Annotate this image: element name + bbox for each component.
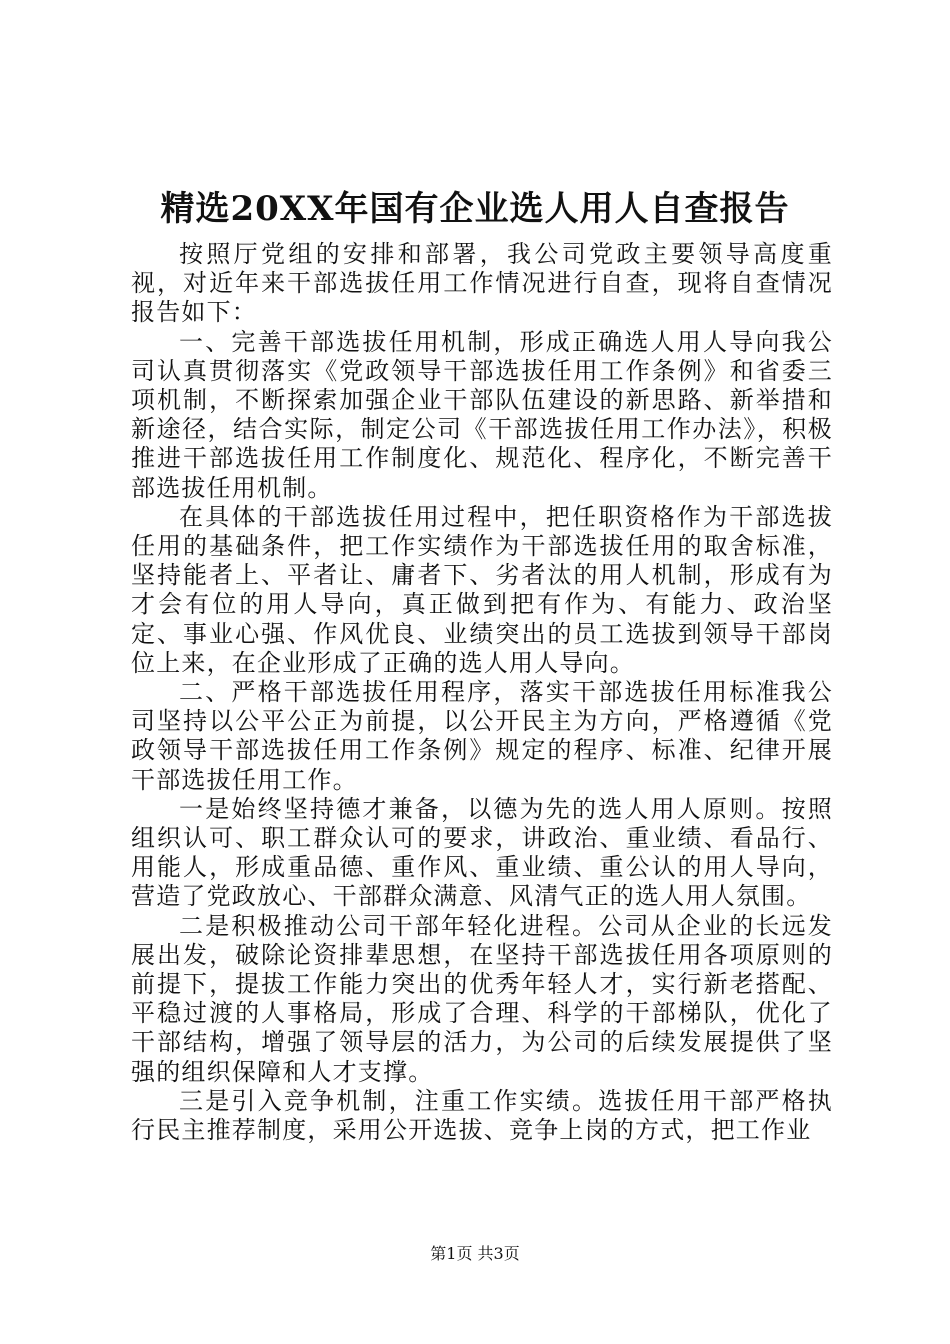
paragraph-section-1-detail: 在具体的干部选拔任用过程中，把任职资格作为干部选拔任用的基础条件，把工作实绩作为干部选拔任用的取舍标准，坚持能者上、平者让、庸者下、劣者汰的用人机制，形成有为才会有位的用人导向，真正做到把有作为、有能力、政治坚定、事业心强、作风优良、业绩突出的员工选拔到领导干部岗位上来，在企业形成了正确的选人用人导向。 (131, 502, 833, 677)
paragraph-section-1: 一、完善干部选拔任用机制，形成正确选人用人导向我公司认真贯彻落实《党政领导干部选拔任用工作条例》和省委三项机制，不断探索加强企业干部队伍建设的新思路、新举措和新途径，结合实际，制定公司《干部选拔任用工作办法》，积极推进干部选拔任用工作制度化、规范化、程序化，不断完善干部选拔任用机制。 (131, 327, 833, 502)
document-title: 精选20XX年国有企业选人用人自查报告 (160, 189, 790, 229)
paragraph-point-1: 一是始终坚持德才兼备，以德为先的选人用人原则。按照组织认可、职工群众认可的要求，讲政治、重业绩、看品行、用能人，形成重品德、重作风、重业绩、重公认的用人导向，营造了党政放心、干部群众满意、风清气正的选人用人氛围。 (131, 794, 833, 911)
document-body (131, 240, 833, 1145)
page-number-footer: 第1页 共3页 (430, 1244, 520, 1263)
paragraph-section-2: 二、严格干部选拔任用程序，落实干部选拔任用标准我公司坚持以公平公正为前提，以公开民主为方向，严格遵循《党政领导干部选拔任用工作条例》规定的程序、标准、纪律开展干部选拔任用工作。 (131, 678, 833, 794)
paragraph-intro: 按照厅党组的安排和部署，我公司党政主要领导高度重视，对近年来干部选拔任用工作情况进行自查，现将自查情况报告如下： (131, 240, 833, 327)
paragraph-point-2: 二是积极推动公司干部年轻化进程。公司从企业的长远发展出发，破除论资排辈思想，在坚持干部选拔任用各项原则的前提下，提拔工作能力突出的优秀年轻人才，实行新老搭配、平稳过渡的人事格局，形成了合理、科学的干部梯队，优化了干部结构，增强了领导层的活力，为公司的后续发展提供了坚强的组织保障和人才支撑。 (131, 911, 833, 1086)
paragraph-point-3: 三是引入竞争机制，注重工作实绩。选拔任用干部严格执行民主推荐制度，采用公开选拔、竞争上岗的方式，把工作业 (131, 1086, 833, 1145)
